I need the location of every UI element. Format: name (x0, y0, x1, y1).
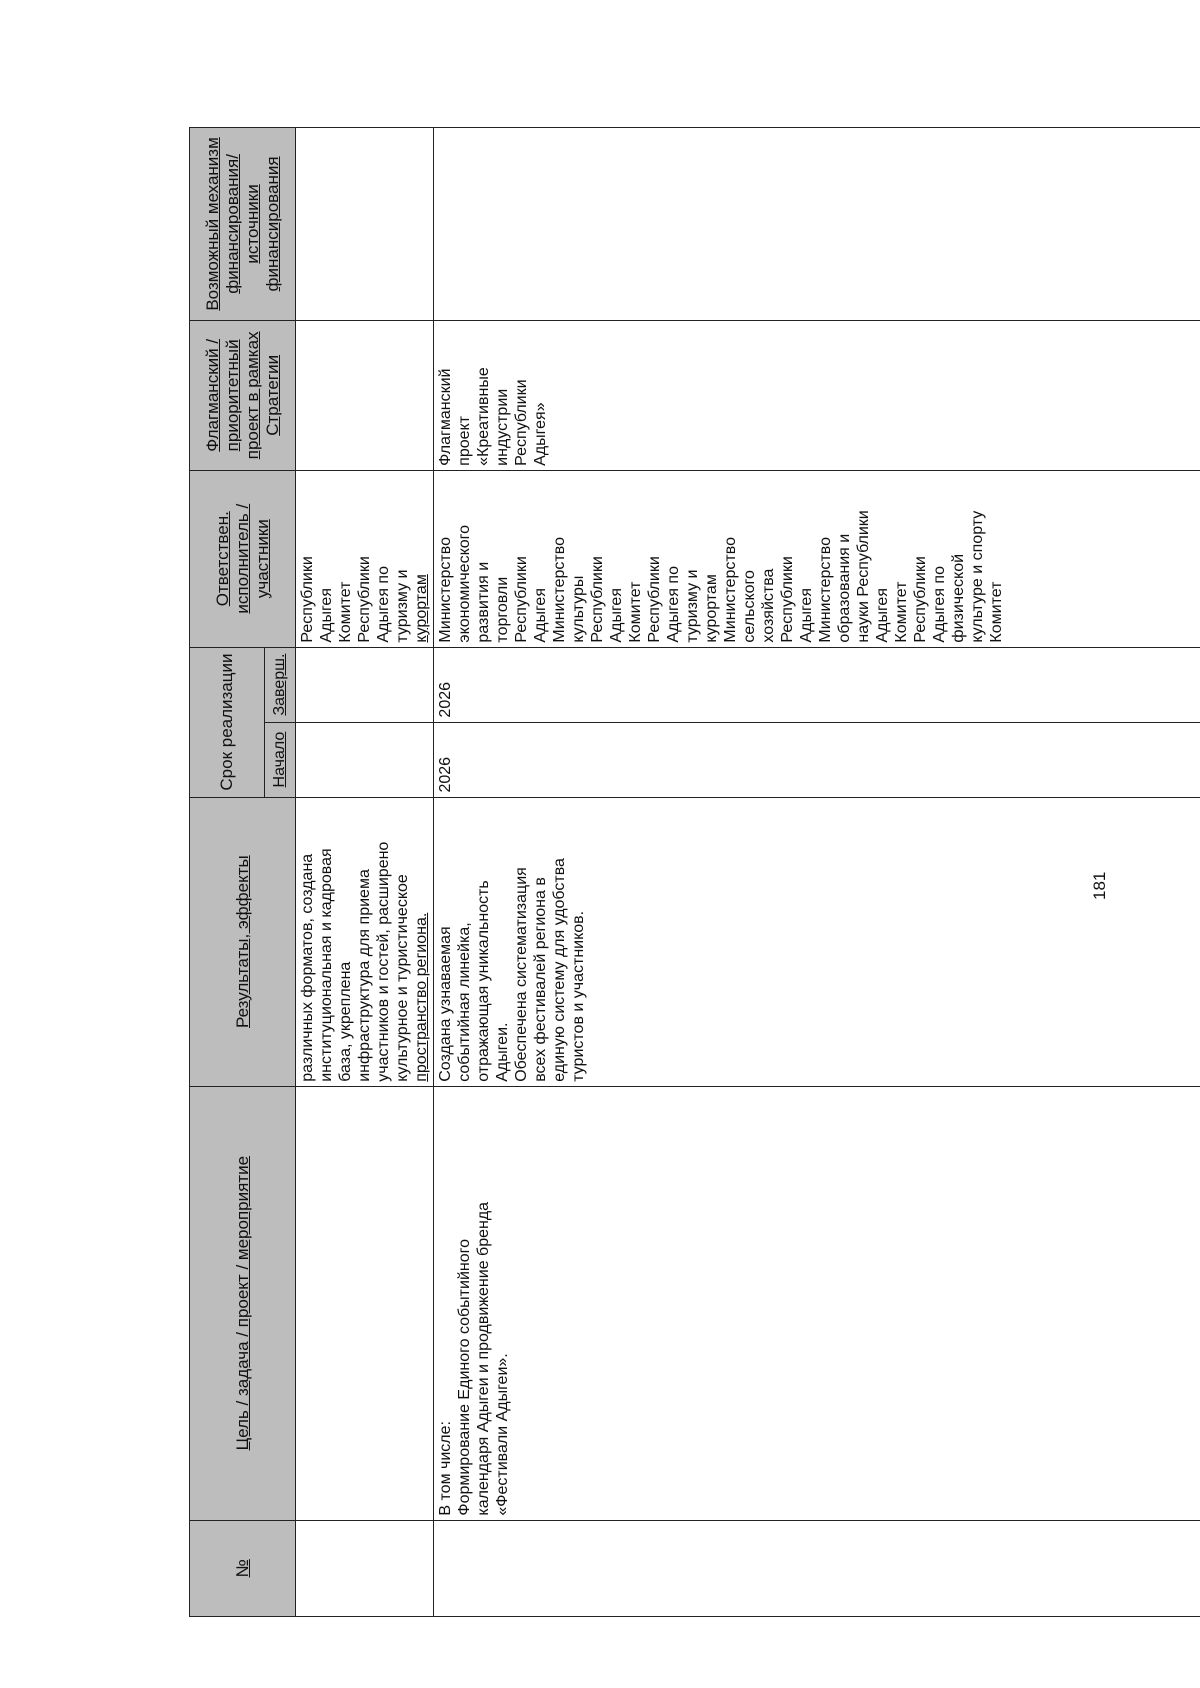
text-line: культурное и туристическое (394, 874, 411, 1082)
text-line: участников и гостей, расширено (375, 841, 392, 1082)
cell-num (296, 1520, 434, 1616)
text-line: индустрии (494, 388, 511, 466)
cell-start (296, 722, 434, 797)
text-line: Республики (513, 556, 530, 643)
header-flagship: Флагманский / приоритетный проект в рамках Стратегии (190, 320, 296, 470)
table-row (296, 128, 434, 1617)
cell-executor (434, 470, 1200, 647)
text-line: Формирование Единого событийного (456, 1238, 473, 1516)
cell-goal (434, 1086, 1200, 1520)
header-results: Результаты, эффекты (190, 797, 296, 1086)
cell-funding (296, 128, 434, 321)
text-line: Комитет (893, 581, 910, 643)
text-line: Адыгеи. (494, 1022, 511, 1082)
cell-flagship (296, 320, 434, 470)
text-line: Адыгея по (931, 566, 948, 643)
text-line: культуры (570, 575, 587, 643)
text-line: Министерство (437, 537, 454, 643)
header-start: Начало (265, 722, 296, 797)
text-line: Создана узнаваемая (437, 926, 454, 1082)
text-line: развития и (475, 561, 492, 643)
text-line: Адыгея (874, 588, 891, 643)
header-num: № (190, 1520, 296, 1616)
text-line: Адыгея по (665, 566, 682, 643)
text-line: Комитет (627, 581, 644, 643)
text-line: Адыгея» (532, 402, 549, 466)
text-line: Республики (646, 556, 663, 643)
page-number: 181 (1090, 871, 1109, 900)
text-line: Адыгея (798, 588, 815, 643)
text-line: институциональная и кадровая (318, 848, 335, 1082)
table-row (434, 128, 1200, 1617)
text-line: отражающая уникальность (475, 880, 492, 1082)
cell-executor (296, 470, 434, 647)
text-line: экономического (456, 524, 473, 643)
text-line: курортам (703, 574, 720, 643)
text-line: Адыгея (318, 588, 335, 643)
cell-funding (434, 128, 1200, 321)
text-line: Министерство (817, 537, 834, 643)
text-line: база, укреплена (337, 961, 354, 1082)
strategy-table (189, 127, 1200, 1617)
header-end: Заверш. (265, 647, 296, 722)
text-line: Республики (513, 379, 530, 466)
cell-flagship (434, 320, 1200, 470)
text-line: Адыгея по (375, 566, 392, 643)
text-line: единую систему для удобства (551, 858, 568, 1082)
rotated-page (189, 127, 1200, 1617)
text-line: Министерство (551, 537, 568, 643)
text-line: культуре и спорту (969, 510, 986, 643)
text-line: Республики (299, 556, 316, 643)
text-line: туризму и (684, 569, 701, 643)
text-line: туристов и участников. (570, 910, 587, 1082)
cell-results (434, 797, 1200, 1086)
text-line: сельского (741, 570, 758, 643)
text-line: инфраструктура для приема (356, 869, 373, 1082)
text-line: пространство региона. (413, 912, 430, 1082)
header-period: Срок реализации (190, 647, 265, 797)
cell-goal (296, 1086, 434, 1520)
text-line: «Фестивали Адыгеи». (494, 1353, 511, 1516)
header-funding: Возможный механизм финансирования/ источники финансирования (190, 128, 296, 321)
text-line: физической (950, 553, 967, 643)
text-line: науки Республики (855, 510, 872, 643)
text-line: туризму и (394, 569, 411, 643)
text-line: Республики (589, 556, 606, 643)
text-line: событийная линейка, (456, 922, 473, 1082)
text-line: Республики (912, 556, 929, 643)
text-line: проект (456, 415, 473, 466)
text-line: образования и (836, 533, 853, 643)
text-line: календаря Адыгеи и продвижение бренда (475, 1201, 492, 1516)
text-line: В том числе: (437, 1421, 454, 1516)
text-line: всех фестивалей региона в (532, 877, 549, 1082)
text-line: Республики (356, 556, 373, 643)
header-row (190, 128, 265, 1617)
text-line: торговли (494, 576, 511, 643)
cell-start: 2026 (434, 722, 1200, 797)
header-executor: Ответствен. исполнитель / участники (190, 470, 296, 647)
text-line: Адыгея (532, 588, 549, 643)
text-line: Обеспечена систематизация (513, 867, 530, 1082)
text-line: Комитет (337, 581, 354, 643)
text-line: различных форматов, создана (299, 853, 316, 1082)
text-line: Флагманский (437, 368, 454, 466)
cell-end (296, 647, 434, 722)
text-line: «Креативные (475, 367, 492, 466)
cell-end: 2026 (434, 647, 1200, 722)
text-line: курортам (413, 574, 430, 643)
text-line: Комитет (988, 581, 1005, 643)
text-line: Адыгея (608, 588, 625, 643)
header-goal: Цель / задача / проект / мероприятие (190, 1086, 296, 1520)
cell-results (296, 797, 434, 1086)
text-line: Республики (779, 556, 796, 643)
text-line: хозяйства (760, 568, 777, 643)
text-line: Министерство (722, 537, 739, 643)
cell-num (434, 1520, 1200, 1616)
